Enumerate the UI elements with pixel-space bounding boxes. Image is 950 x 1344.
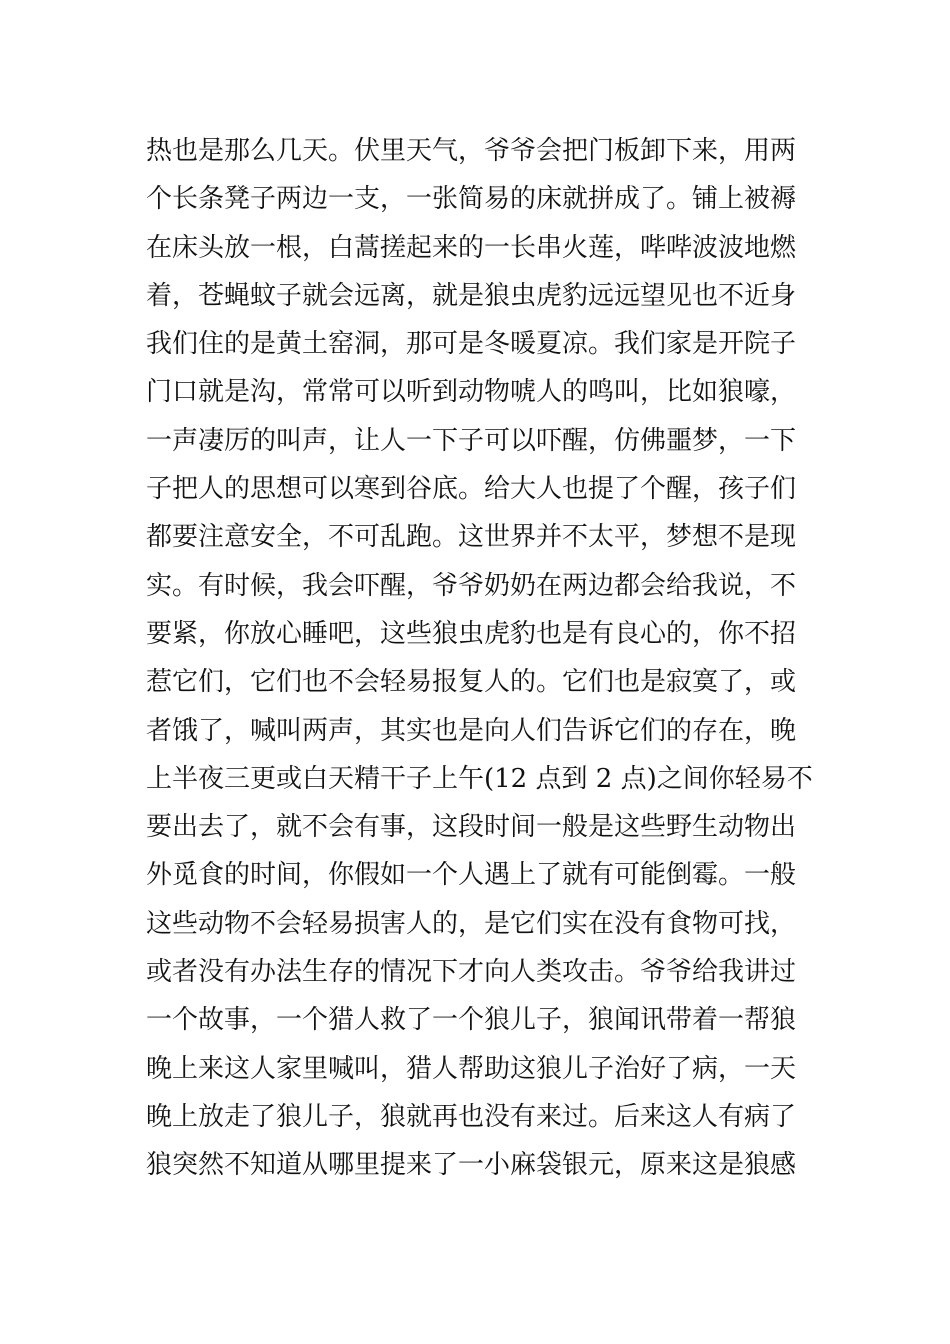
text-line: 在床头放一根，白蒿搓起来的一长串火莲，哔哔波波地燃 — [146, 232, 797, 263]
body-text — [146, 127, 816, 1190]
text-line: 晚上来这人家里喊叫，猎人帮助这狼儿子治好了病，一天 — [146, 1053, 797, 1084]
text-line: 晚上放走了狼儿子，狼就再也没有来过。后来这人有病了 — [146, 1101, 797, 1132]
text-line: 惹它们，它们也不会轻易报复人的。它们也是寂寞了，或 — [146, 667, 797, 698]
text-line: 都要注意安全，不可乱跑。这世界并不太平，梦想不是现 — [146, 522, 797, 553]
text-line: 实。有时候，我会吓醒，爷爷奶奶在两边都会给我说，不 — [146, 570, 797, 601]
text-line: 这些动物不会轻易损害人的，是它们实在没有食物可找， — [146, 908, 797, 939]
text-line: 子把人的思想可以寒到谷底。给大人也提了个醒，孩子们 — [146, 474, 797, 505]
text-line: 门口就是沟，常常可以听到动物唬人的鸣叫，比如狼嚎， — [146, 377, 797, 408]
text-line: 热也是那么几天。伏里天气，爷爷会把门板卸下来，用两 — [146, 136, 797, 166]
text-line: 一个故事，一个猎人救了一个狼儿子，狼闻讯带着一帮狼 — [146, 1005, 797, 1036]
text-line: 者饿了，喊叫两声，其实也是向人们告诉它们的存在，晚 — [146, 715, 797, 746]
text-line: 狼突然不知道从哪里提来了一小麻袋银元，原来这是狼感 — [146, 1150, 797, 1181]
text-line: 一声凄厉的叫声，让人一下子可以吓醒，仿佛噩梦，一下 — [146, 425, 797, 456]
text-line: 或者没有办法生存的情况下才向人类攻击。爷爷给我讲过 — [146, 957, 797, 988]
text-line: 要紧，你放心睡吧，这些狼虫虎豹也是有良心的，你不招 — [146, 618, 797, 649]
text-line: 着，苍蝇蚊子就会远离，就是狼虫虎豹远远望见也不近身 — [146, 280, 797, 311]
text-line: 个长条凳子两边一支，一张简易的床就拼成了。铺上被褥 — [146, 184, 797, 215]
text-line: 要出去了，就不会有事，这段时间一般是这些野生动物出 — [146, 812, 797, 843]
text-line: 外觅食的时间，你假如一个人遇上了就有可能倒霉。一般 — [146, 860, 797, 891]
text-line: 我们住的是黄土窑洞，那可是冬暖夏凉。我们家是开院子 — [146, 329, 797, 360]
text-line: 上半夜三更或白天精干子上午(12 点到 2 点)之间你轻易不 — [146, 763, 813, 794]
